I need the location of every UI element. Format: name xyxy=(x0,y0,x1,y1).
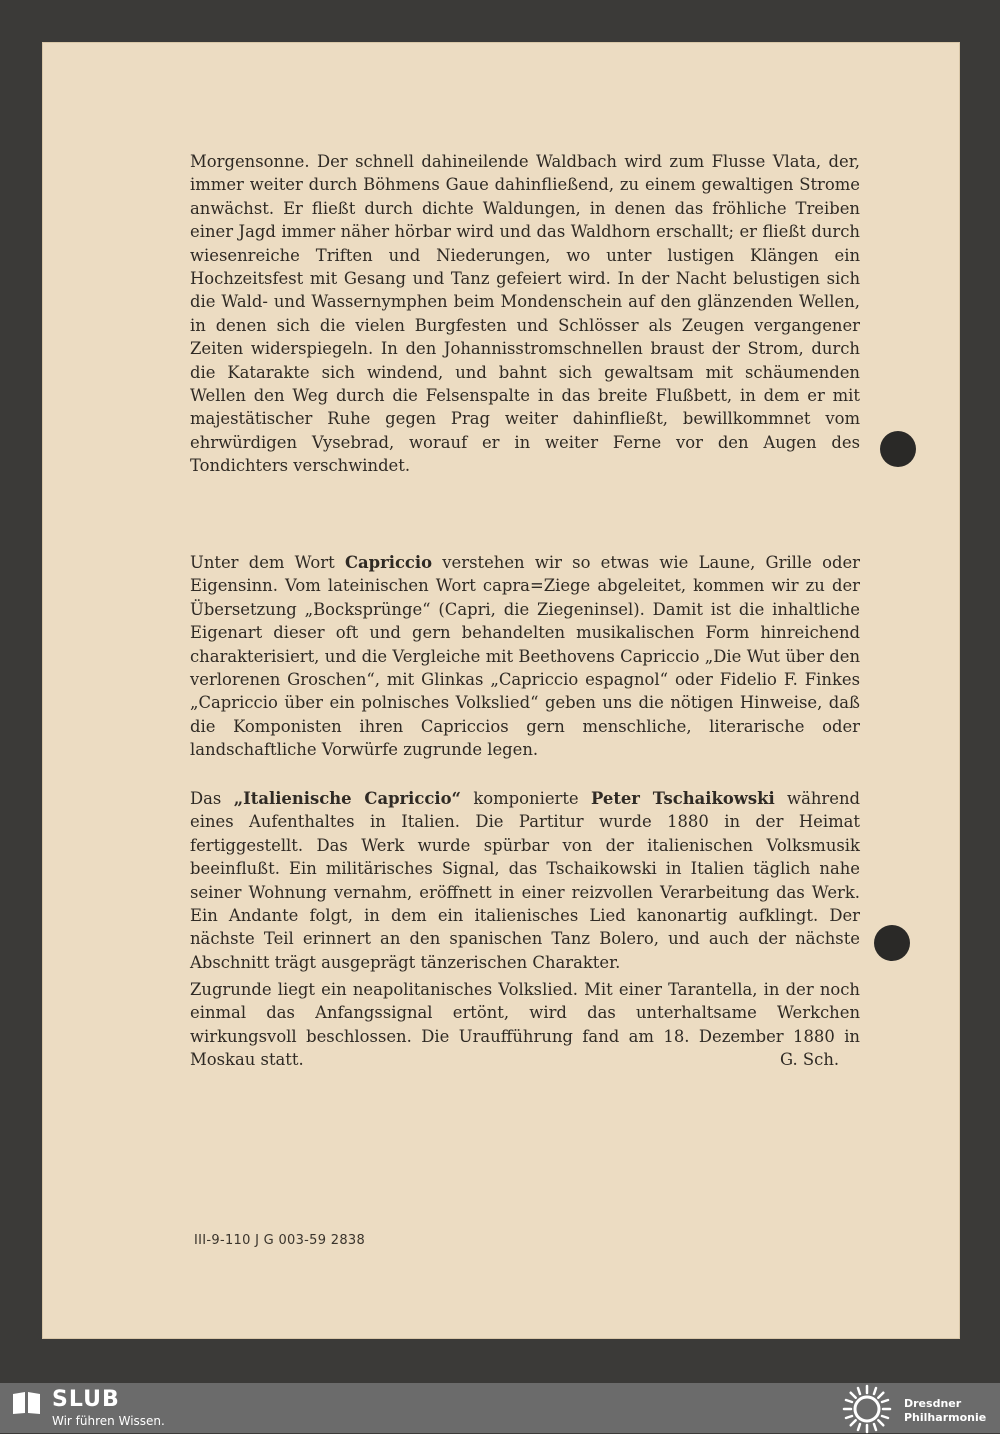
title-italian-capriccio: „Italienische Capriccio“ xyxy=(233,789,461,808)
paragraph-conclusion: Zugrunde liegt ein neapolitanisches Volkslied. Mit einer Tarantella, in der noch einmal das Anfangssignal ertönt, wird das unterhaltsame Werkchen wirkungsvoll beschlossen. Die Uraufführung fand am 18. Dezember 1880 in Moskau statt. xyxy=(190,980,860,1070)
slub-tagline: Wir führen Wissen. xyxy=(52,1414,165,1428)
document-page xyxy=(42,42,960,1339)
footer-bar xyxy=(0,1383,1000,1433)
paragraph-3-mid: komponierte xyxy=(460,789,591,808)
term-capriccio: Capriccio xyxy=(344,553,433,572)
paragraph-2-body: verstehen wir so etwas wie Laune, Grille oder Eigensinn. Vom lateinischen Wort capra=Ziege abgeleitet, kommen wir zu der Übersetzung „Bocksprünge“ (Capri, die Ziegeninsel). Damit ist die inhaltliche Eigenart dieser oft und gern behandelten musikalischen Form hinreichend charakterisiert, und die Vergleiche mit Beethovens Capriccio „Die Wut über den verlorenen Groschen“, mit Glinkas „Capriccio espagnol“ oder Fidelio F. Finkes „Capriccio über ein polnisches Volkslied“ geben uns die nötigen Hinweise, daß die Komponisten ihren Capriccios gern menschliche, literarische oder landschaftliche Vorwürfe zugrunde legen. xyxy=(190,553,860,760)
composer-name: Peter Tschaikowski xyxy=(591,789,775,808)
punch-hole-top xyxy=(880,431,916,467)
slub-logo-text[interactable]: SLUB xyxy=(52,1387,120,1412)
paragraph-3-intro: Das xyxy=(190,789,234,808)
philharmonie-name-line2[interactable]: Philharmonie xyxy=(904,1411,987,1424)
paragraph-italian-capriccio xyxy=(190,787,860,974)
print-code: III-9-110 J G 003-59 2838 xyxy=(194,1233,366,1248)
paragraph-capriccio-definition xyxy=(190,551,860,762)
philharmonie-logo-icon[interactable] xyxy=(842,1384,892,1434)
paragraph-3-body: während eines Aufenthaltes in Italien. Die Partitur wurde 1880 in der Heimat fertiggestellt. Das Werk wurde spürbar von der italienischen Volksmusik beeinflußt. Ein militärisches Signal, das Tschaikowski in Italien täglich nahe seiner Wohnung vernahm, eröffnett in einer reizvollen Verarbeitung das Werk. Ein Andante folgt, in dem ein italienisches Lied kanonartig aufklingt. Der nächste Teil erinnert an den spanischen Tanz Bolero, und auch der nächste Abschnitt trägt ausgeprägt tänzerischen Charakter. xyxy=(190,789,860,972)
author-signature: G. Sch. xyxy=(780,1050,840,1069)
paragraph-2-intro: Unter dem Wort xyxy=(190,553,345,572)
philharmonie-name-line1[interactable]: Dresdner xyxy=(904,1397,962,1410)
punch-hole-bottom xyxy=(874,925,910,961)
paragraph-moldau: Morgensonne. Der schnell dahineilende Waldbach wird zum Flusse Vlata, der, immer weiter durch Böhmens Gaue dahinfließend, zu einem gewaltigen Strome anwächst. Er fließt durch dichte Waldungen, in denen das fröhliche Treiben einer Jagd immer näher hörbar wird und das Waldhorn erschallt; er fließt durch wiesenreiche Triften und Niederungen, wo unter lustigen Klängen ein Hochzeitsfest mit Gesang und Tanz gefeiert wird. In der Nacht belustigen sich die Wald- und Wassernymphen beim Mondenschein auf den glänzenden Wellen, in denen sich die vielen Burgfesten und Schlösser als Zeugen vergangener Zeiten widerspiegeln. In den Johannisstromschnellen braust der Strom, durch die Katarakte sich windend, und bahnt sich gewaltsam mit schäumenden Wellen den Weg durch die Felsenspalte in das breite Flußbett, in dem er mit majestätischer Ruhe gegen Prag weiter dahinfließt, bewillkommnet vom ehrwürdigen Vysebrad, worauf er in weiter Ferne vor den Augen des Tondichters verschwindet. xyxy=(190,152,860,476)
slub-book-icon[interactable] xyxy=(12,1391,42,1415)
